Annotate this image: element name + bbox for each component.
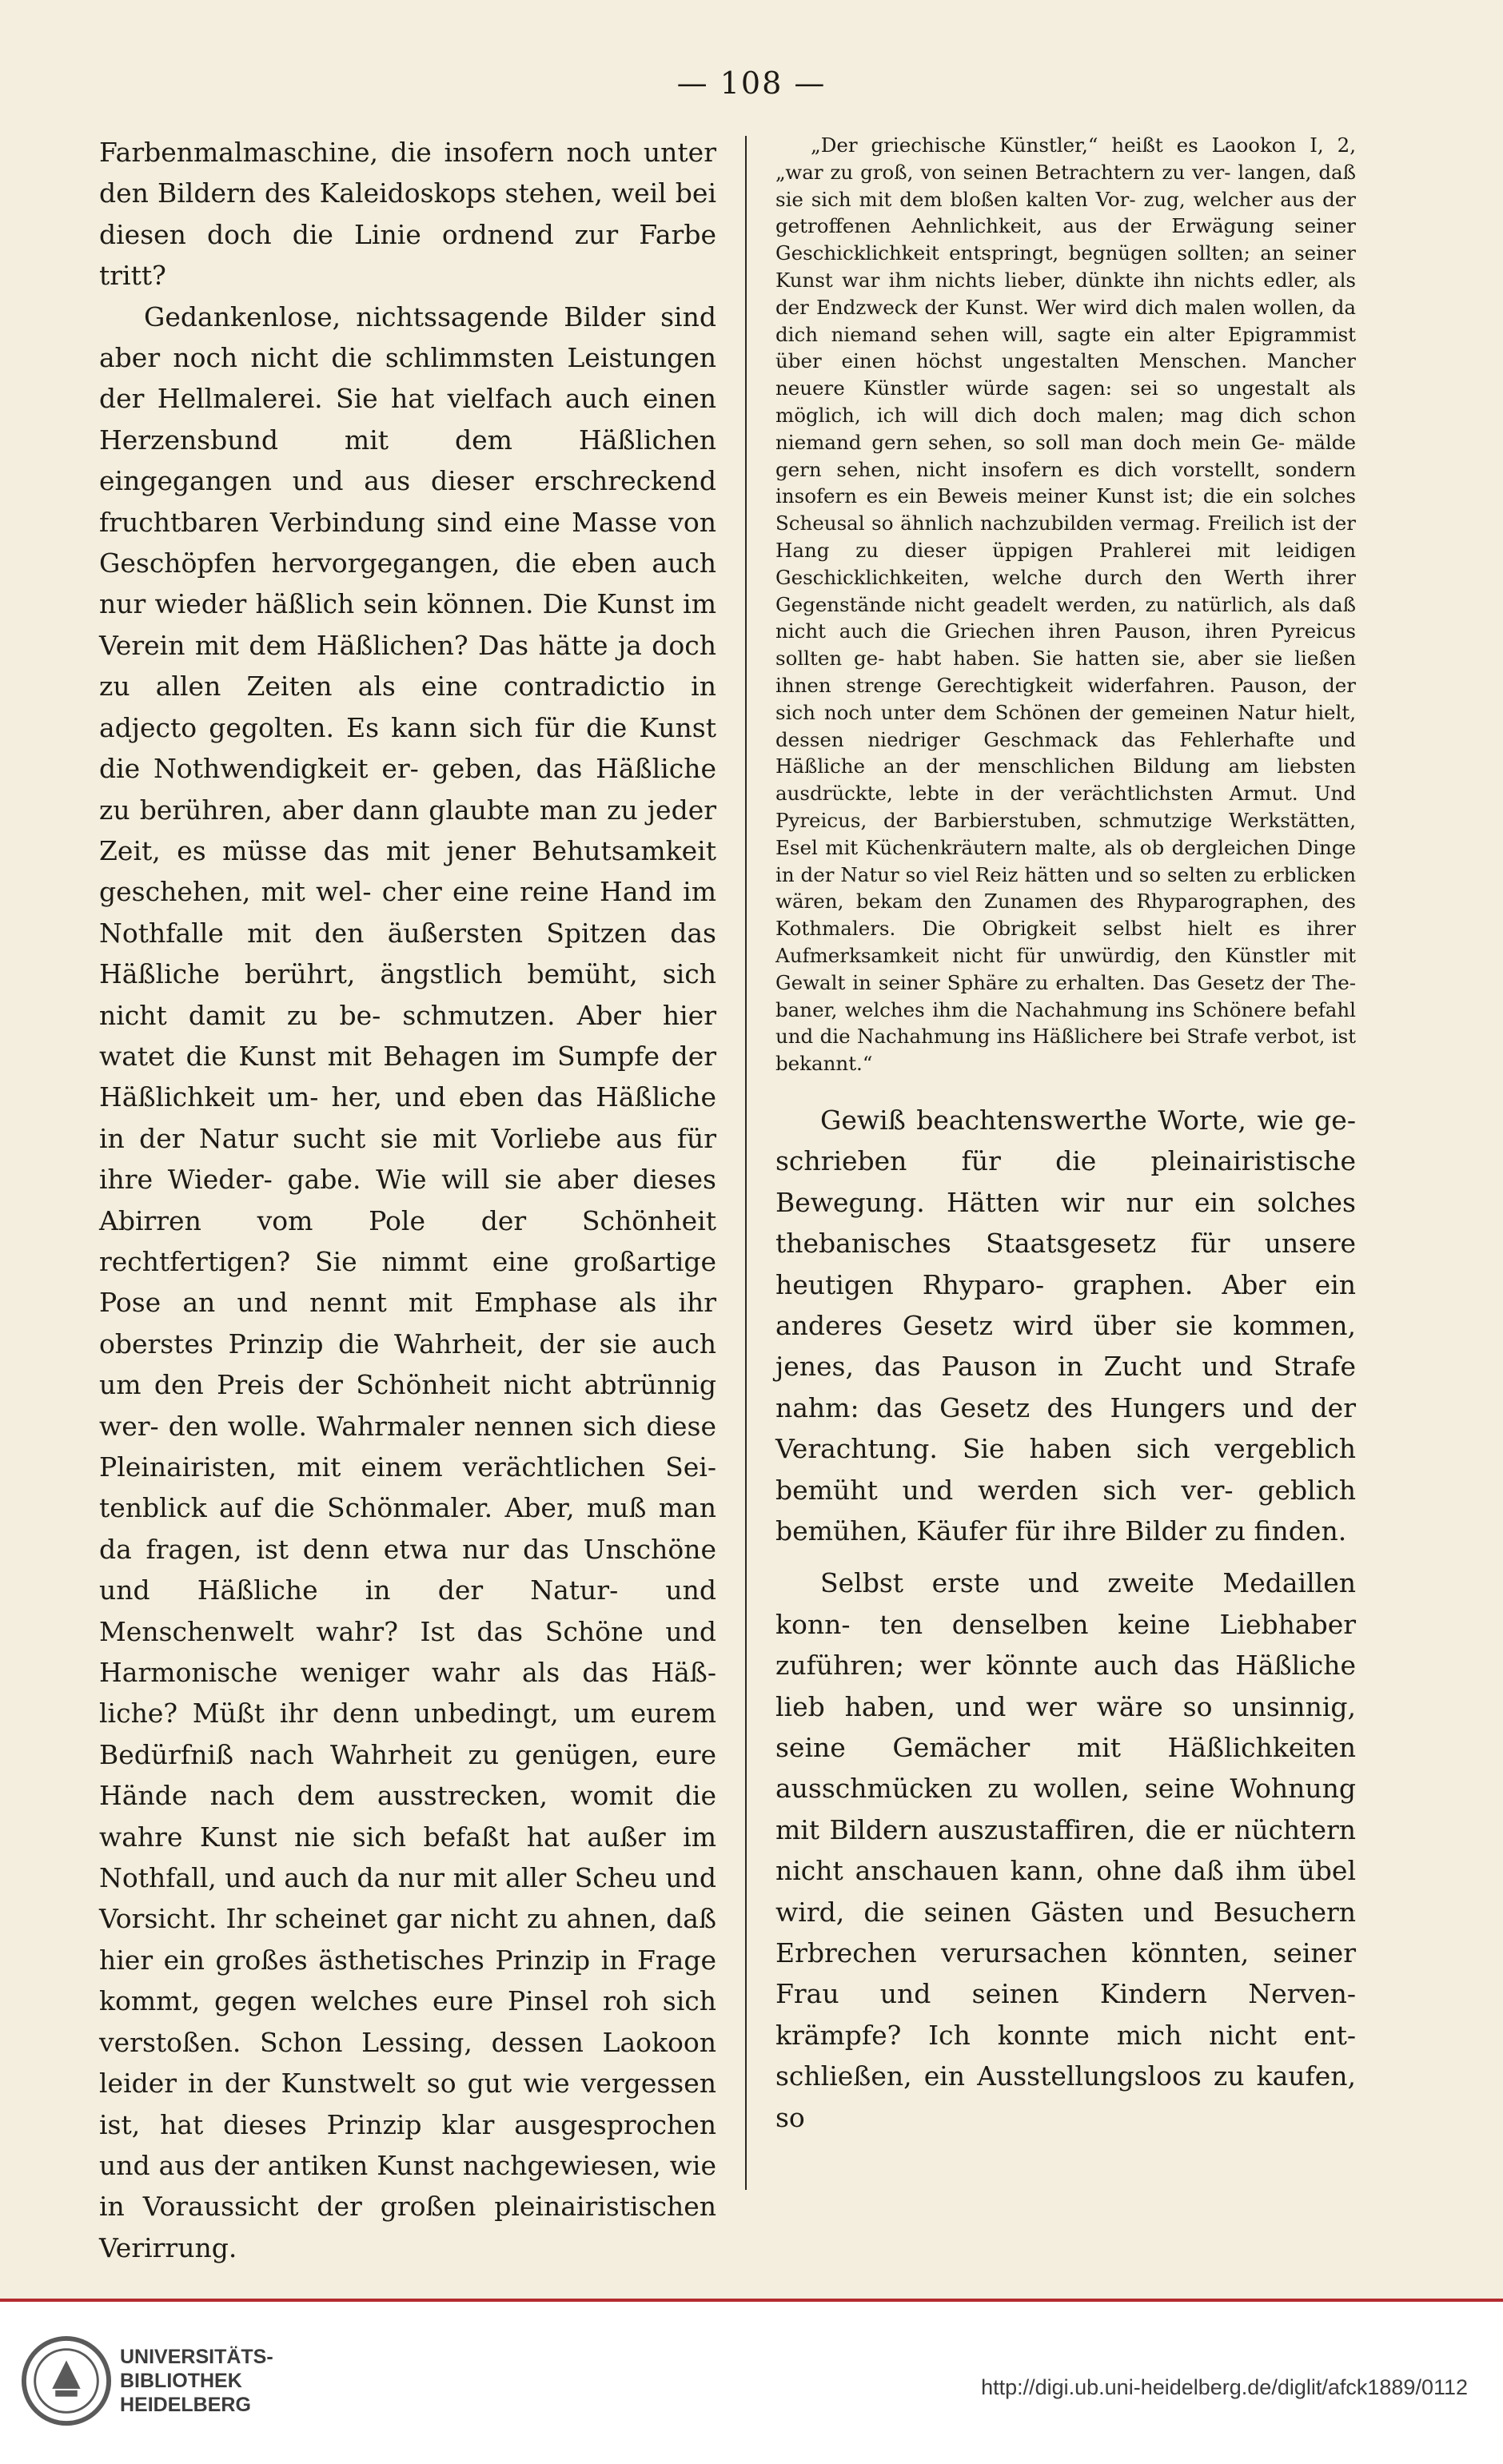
right-paragraph-2: Selbst erste und zweite Medaillen konn- ten denselben keine Liebhaber zuführen; wer könnte auch das Häßliche lieb haben, und wer wäre so unsinnig, seine Gemächer mit Häßlichkeiten ausschmücken zu wollen, seine Wohnung mit Bildern auszustaffiren, die er nüchtern nicht anschauen kann, ohne daß ihm übel wird, die seinen Gästen und Besuchern Erbrechen verursachen könnten, seiner Frau und seinen Kindern Nerven- krämpfe? Ich konnte mich nicht ent- schließen, ein Ausstellungsloos zu kaufen, so: [775, 1567, 1356, 2133]
digitization-url-link[interactable]: http://digi.ub.uni-heidelberg.de/diglit/afck1889/0112: [981, 2375, 1468, 2399]
right-column: [775, 132, 1356, 2138]
footer-bar: [0, 2299, 1503, 2464]
library-logo-text: [120, 2345, 273, 2417]
left-paragraph-1: Farbenmalmaschine, die insofern noch unter den Bildern des Kaleidoskops stehen, weil bei diesen doch die Linie ordnend zur Farbe tritt?: [99, 137, 716, 292]
laokoon-quote: [775, 132, 1356, 1077]
footer-accent-rule: [0, 2299, 1503, 2302]
library-line-3: HEIDELBERG: [120, 2394, 251, 2416]
right-body: [775, 1100, 1356, 2138]
library-line-1: UNIVERSITÄTS-: [120, 2346, 273, 2368]
left-paragraph-2: Gedankenlose, nichtssagende Bilder sind aber noch nicht die schlimmsten Leistungen der Hellmalerei. Sie hat vielfach auch einen Herzensbund mit dem Häßlichen eingegangen und aus dieser erschreckend fruchtbaren Verbindung sind eine Masse von Geschöpfen hervorgegangen, die eben auch nur wieder häßlich sein können. Die Kunst im Verein mit dem Häßlichen? Das hätte ja doch zu allen Zeiten als eine contradictio in adjecto gegolten. Es kann sich für die Kunst die Nothwendigkeit er- geben, das Häßliche zu berühren, aber dann glaubte man zu jeder Zeit, es müsse das mit jener Behutsamkeit geschehen, mit wel- cher eine reine Hand im Nothfalle mit den äußersten Spitzen das Häßliche berührt, ängstlich bemüht, sich nicht damit zu be- schmutzen. Aber hier watet die Kunst mit Behagen im Sumpfe der Häßlichkeit um- her, und eben das Häßliche in der Natur sucht sie mit Vorliebe aus für ihre Wieder- gabe. Wie will sie aber dieses Abirren vom Pole der Schönheit rechtfertigen? Sie nimmt eine großartige Pose an und nennt mit Emphase als ihr oberstes Prinzip die Wahrheit, der sie auch um den Preis der Schönheit nicht abtrünnig wer- den wolle. Wahrmaler nennen sich diese Pleinairisten, mit einem verächtlichen Sei- tenblick auf die Schönmaler. Aber, muß man da fragen, ist denn etwa nur das Unschöne und Häßliche in der Natur- und Menschenwelt wahr? Ist das Schöne und Harmonische weniger wahr als das Häß- liche? Müßt ihr denn unbedingt, um eurem Bedürfniß nach Wahrheit zu genügen, eure Hände nach dem ausstrecken, womit die wahre Kunst nie sich befaßt hat außer im Nothfall, und auch da nur mit aller Scheu und Vorsicht. Ihr scheinet gar nicht zu ahnen, daß hier ein großes ästhetisches Prinzip in Frage kommt, gegen welches eure Pinsel roh sich verstoßen. Schon Lessing, dessen Laokoon leider in der Kunstwelt so gut wie vergessen ist, hat dieses Prinzip klar ausgesprochen und aus der antiken Kunst nachgewiesen, wie in Voraussicht der großen pleinairistischen Verirrung.: [99, 301, 716, 2263]
quote-paragraph: „Der griechische Künstler,“ heißt es Laookon I, 2, „war zu groß, von seinen Betrachtern zu ver- langen, daß sie sich mit dem bloßen kalten Vor- zug, welcher aus der getroffenen Aehnlichkeit, aus der Erwägung seiner Geschicklichkeit entspringt, begnügen sollten; an seiner Kunst war ihm nichts lieber, dünkte ihn nichts edler, als der Endzweck der Kunst. Wer wird dich malen wollen, da dich niemand sehen will, sagte ein alter Epigrammist über einen höchst ungestalten Menschen. Mancher neuere Künstler würde sagen: sei so ungestalt als möglich, ich will dich doch malen; mag dich schon niemand gern sehen, so soll man doch mein Ge- mälde gern sehen, nicht insofern es dich vorstellt, sondern insofern es ein Beweis meiner Kunst ist; die ein solches Scheusal so ähnlich nachzubilden vermag. Freilich ist der Hang zu dieser üppigen Prahlerei mit leidigen Geschicklichkeiten, welche durch den Werth ihrer Gegenstände nicht geadelt werden, zu natürlich, als daß nicht auch die Griechen ihren Pauson, ihren Pyreicus sollten ge- habt haben. Sie hatten sie, aber sie ließen ihnen strenge Gerechtigkeit widerfahren. Pauson, der sich noch unter dem Schönen der gemeinen Natur hielt, dessen niedriger Geschmack das Fehlerhafte und Häßliche an der menschlichen Bildung am liebsten ausdrückte, lebte in der verächtlichsten Armut. Und Pyreicus, der Barbierstuben, schmutzige Werkstätten, Esel mit Küchenkräutern malte, als ob dergleichen Dinge in der Natur so viel Reiz hätten und so selten zu erblicken wären, bekam den Zunamen des Rhyparographen, des Kothmalers. Die Obrigkeit selbst hielt es ihrer Aufmerksamkeit nicht für unwürdig, den Künstler mit Gewalt in seiner Sphäre zu erhalten. Das Gesetz der The- baner, welches ihm die Nachahmung ins Schönere befahl und die Nachahmung ins Häßlichere bei Strafe verbot, ist bekannt.“: [775, 133, 1356, 1076]
page-number: — 108 —: [676, 66, 827, 101]
university-seal-icon: [19, 2334, 114, 2428]
left-column: [99, 132, 716, 2268]
right-paragraph-1: Gewiß beachtenswerthe Worte, wie ge- schrieben für die pleinairistische Bewegung. Hätten wir nur ein solches thebanisches Staatsgesetz für unsere heutigen Rhyparo- graphen. Aber ein anderes Gesetz wird über sie kommen, jenes, das Pauson in Zucht und Strafe nahm: das Gesetz des Hungers und der Verachtung. Sie haben sich vergeblich bemüht und werden sich ver- geblich bemühen, Käufer für ihre Bilder zu finden.: [775, 1104, 1356, 1546]
column-divider: [745, 136, 747, 2190]
library-line-2: BIBLIOTHEK: [120, 2370, 242, 2392]
